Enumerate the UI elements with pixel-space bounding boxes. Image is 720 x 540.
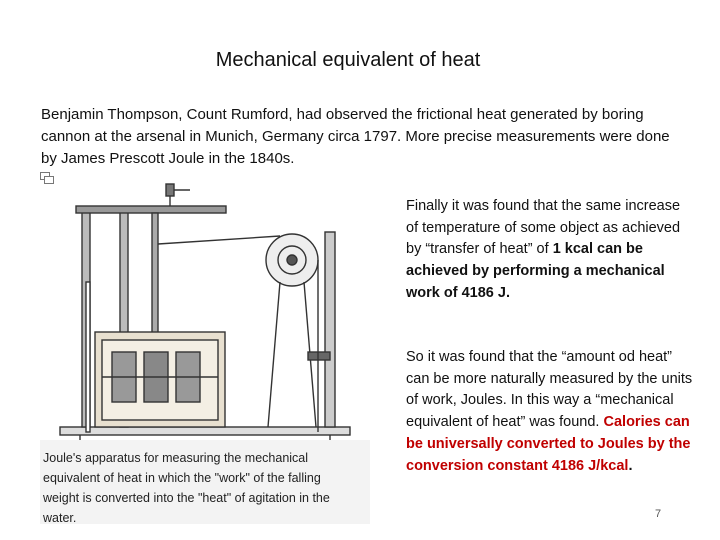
p1-text: Finally it was found that the same increase of temperature of some object as achieved by “transfer of heat” of (406, 198, 681, 258)
p2-end: . (628, 457, 633, 474)
p2-highlight-text: Calories can be universally converted to Joules by the conversion constant 4186 J/kcal (406, 414, 691, 474)
figure-caption: Joule's apparatus for measuring the mechanical equivalent of heat in which the "work" of the falling weight is converted into the "heat" of agitation in the water. (43, 451, 330, 524)
finding-paragraph-2 (406, 347, 696, 477)
p2-text: So it was found that the “amount od heat” can be more naturally measured by the units of work, Joules. In this way a “mechanical equivalent of heat” was found. (406, 349, 693, 431)
joule-apparatus-figure (40, 172, 370, 524)
joule-apparatus-illustration (40, 172, 370, 442)
page-number: 7 (655, 508, 662, 520)
p1-end: . (505, 284, 510, 301)
intro-paragraph: Benjamin Thompson, Count Rumford, had observed the frictional heat generated by boring cannon at the arsenal in Munich, Germany circa 1797. More precise measurements were done by James Prescott Joule in the 1840s. (41, 106, 670, 167)
enlarge-icon[interactable] (40, 172, 54, 184)
p1-bold-text: 1 kcal can be achieved by performing a mechanical work of 4186 J (406, 241, 665, 301)
finding-paragraph-1 (406, 196, 696, 305)
slide-title: Mechanical equivalent of heat (215, 49, 481, 71)
